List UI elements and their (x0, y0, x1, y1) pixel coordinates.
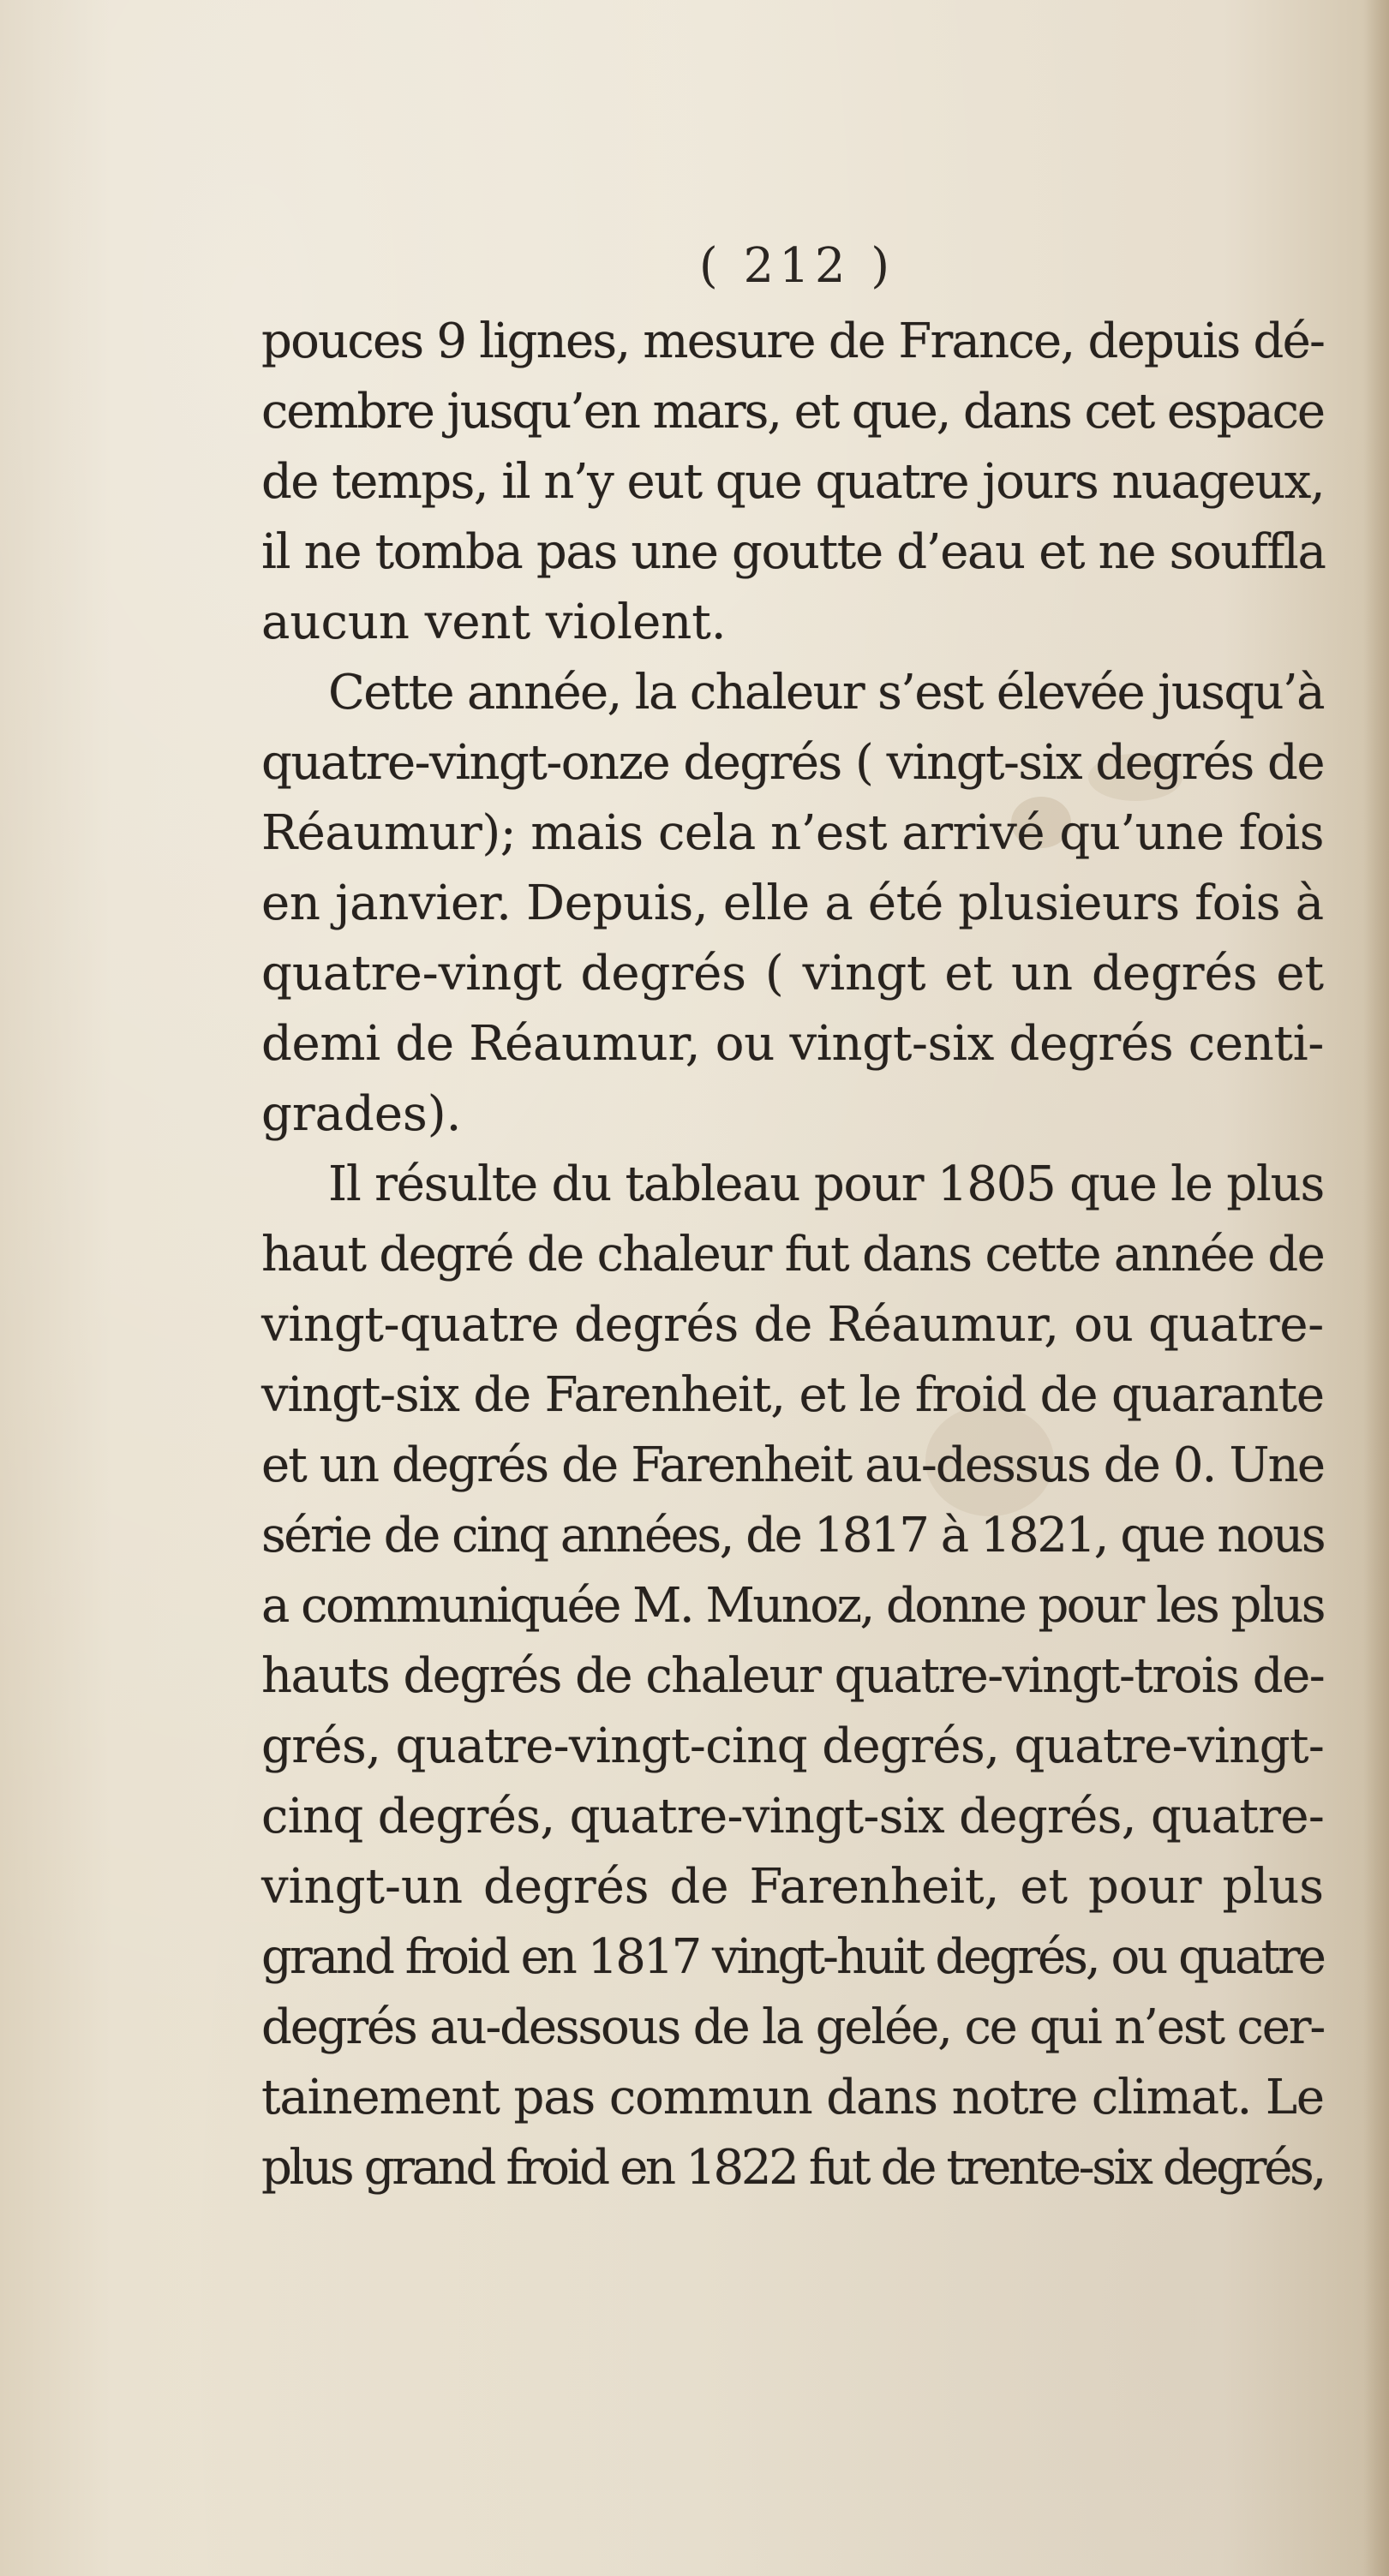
text-line: en janvier. Depuis, elle a été plusieurs fois à (261, 876, 1324, 931)
text-line: aucun vent violent. (261, 595, 727, 650)
text-line: quatre-vingt degrés ( vingt et un degrés et (261, 946, 1324, 1001)
text-line: a communiquée M. Munoz, donne pour les plus (261, 1578, 1324, 1634)
text-line: plus grand froid en 1822 fut de trente-six degrés, (261, 2140, 1324, 2196)
text-line: demi de Réaumur, ou vingt-six degrés centi- (261, 1016, 1324, 1072)
page-edge-shadow (1363, 0, 1389, 2576)
text-line: vingt-six de Farenheit, et le froid de quarante (261, 1367, 1324, 1423)
paragraph-start-line: Cette année, la chaleur s’est élevée jusqu’à (328, 665, 1324, 720)
body-text (261, 307, 1324, 2203)
text-line: quatre-vingt-onze degrés ( vingt-six degrés de (261, 735, 1324, 791)
page-number: ( 212 ) (698, 238, 895, 294)
text-line: il ne tomba pas une goutte d’eau et ne souffla (261, 524, 1326, 580)
text-line: et un degrés de Farenheit au-dessus de 0. Une (261, 1437, 1325, 1493)
text-line: vingt-un degrés de Farenheit, et pour plus (261, 1859, 1325, 1915)
text-line: grand froid en 1817 vingt-huit degrés, ou quatre (261, 1929, 1324, 1985)
text-line: degrés au-dessous de la gelée, ce qui n’est cer- (261, 1999, 1325, 2055)
text-line: grés, quatre-vingt-cinq degrés, quatre-vingt- (261, 1718, 1325, 1774)
paragraph-start-line: Il résulte du tableau pour 1805 que le plus (328, 1157, 1324, 1212)
text-line: cembre jusqu’en mars, et que, dans cet espace (261, 384, 1324, 439)
text-line: tainement pas commun dans notre climat. Le (261, 2070, 1324, 2125)
text-line: série de cinq années, de 1817 à 1821, que nous (261, 1508, 1325, 1563)
text-line: cinq degrés, quatre-vingt-six degrés, quatre- (261, 1789, 1325, 1844)
text-line: hauts degrés de chaleur quatre-vingt-trois de- (261, 1648, 1325, 1704)
text-line: vingt-quatre degrés de Réaumur, ou quatre- (261, 1297, 1324, 1353)
text-line: de temps, il n’y eut que quatre jours nuageux, (261, 454, 1325, 510)
text-line: grades). (261, 1086, 462, 1142)
text-line: Réaumur); mais cela n’est arrivé qu’une fois (261, 805, 1324, 861)
text-line: pouces 9 lignes, mesure de France, depuis dé- (261, 314, 1325, 369)
text-line: haut degré de chaleur fut dans cette année de (261, 1227, 1325, 1282)
